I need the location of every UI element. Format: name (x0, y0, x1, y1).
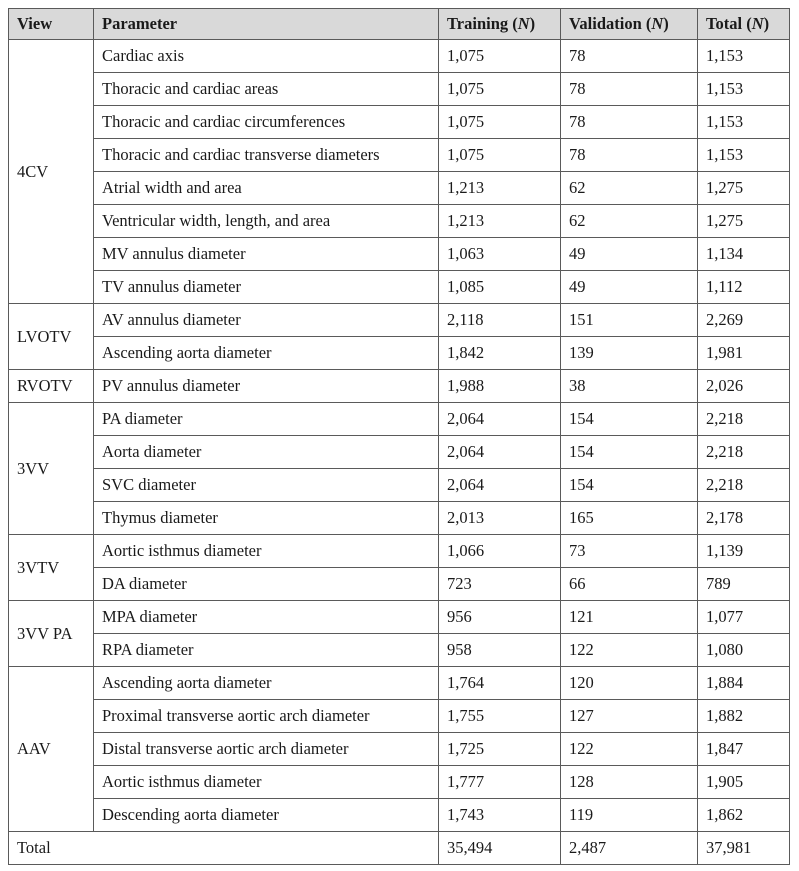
table-row (9, 73, 790, 106)
total-cell: 1,134 (698, 238, 790, 271)
training-cell: 1,063 (439, 238, 561, 271)
parameter-cell: Aorta diameter (94, 436, 439, 469)
view-cell: 3VV (9, 403, 94, 535)
training-cell: 2,118 (439, 304, 561, 337)
validation-cell: 122 (561, 634, 698, 667)
table-row (9, 337, 790, 370)
validation-cell: 49 (561, 238, 698, 271)
table-row (9, 766, 790, 799)
total-row-validation: 2,487 (561, 832, 698, 865)
parameter-cell: Thoracic and cardiac transverse diameters (94, 139, 439, 172)
total-row (9, 832, 790, 865)
total-cell: 1,153 (698, 139, 790, 172)
total-cell: 1,112 (698, 271, 790, 304)
validation-cell: 66 (561, 568, 698, 601)
validation-cell: 62 (561, 205, 698, 238)
total-cell: 1,884 (698, 667, 790, 700)
training-cell: 1,075 (439, 106, 561, 139)
parameter-cell: Ascending aorta diameter (94, 667, 439, 700)
training-cell: 1,755 (439, 700, 561, 733)
total-cell: 2,218 (698, 436, 790, 469)
parameter-cell: PV annulus diameter (94, 370, 439, 403)
training-cell: 1,988 (439, 370, 561, 403)
total-cell: 1,153 (698, 106, 790, 139)
parameter-cell: Thymus diameter (94, 502, 439, 535)
parameter-cell: Cardiac axis (94, 40, 439, 73)
validation-cell: 119 (561, 799, 698, 832)
validation-cell: 78 (561, 106, 698, 139)
validation-cell: 154 (561, 469, 698, 502)
view-cell: RVOTV (9, 370, 94, 403)
total-row-total: 37,981 (698, 832, 790, 865)
table-row (9, 799, 790, 832)
header-validation (561, 9, 698, 40)
header-validation-n: N (651, 14, 664, 33)
header-training (439, 9, 561, 40)
validation-cell: 154 (561, 436, 698, 469)
table-row (9, 403, 790, 436)
training-cell: 1,085 (439, 271, 561, 304)
header-training-close: ) (529, 14, 536, 33)
total-row-label: Total (9, 832, 439, 865)
total-cell: 1,862 (698, 799, 790, 832)
training-cell: 2,064 (439, 469, 561, 502)
table-row (9, 238, 790, 271)
header-validation-close: ) (663, 14, 669, 33)
validation-cell: 128 (561, 766, 698, 799)
header-total-n: N (751, 14, 764, 33)
total-cell: 1,275 (698, 172, 790, 205)
header-parameter (94, 9, 439, 40)
validation-cell: 120 (561, 667, 698, 700)
validation-cell: 165 (561, 502, 698, 535)
total-cell: 789 (698, 568, 790, 601)
parameter-cell: MV annulus diameter (94, 238, 439, 271)
total-cell: 1,080 (698, 634, 790, 667)
table-row (9, 40, 790, 73)
parameter-cell: Descending aorta diameter (94, 799, 439, 832)
table-row (9, 568, 790, 601)
header-validation-label: Validation ( (569, 14, 652, 33)
table-row (9, 172, 790, 205)
parameter-cell: Aortic isthmus diameter (94, 535, 439, 568)
parameter-cell: Aortic isthmus diameter (94, 766, 439, 799)
total-cell: 2,218 (698, 469, 790, 502)
total-cell: 2,269 (698, 304, 790, 337)
table-body (9, 40, 790, 865)
training-cell: 958 (439, 634, 561, 667)
view-cell: 4CV (9, 40, 94, 304)
table-row (9, 502, 790, 535)
parameter-cell: Thoracic and cardiac areas (94, 73, 439, 106)
training-cell: 1,213 (439, 205, 561, 238)
table-row (9, 700, 790, 733)
header-total-label: Total ( (706, 14, 752, 33)
training-cell: 1,764 (439, 667, 561, 700)
training-cell: 1,725 (439, 733, 561, 766)
parameter-cell: Distal transverse aortic arch diameter (94, 733, 439, 766)
training-cell: 956 (439, 601, 561, 634)
table-row (9, 205, 790, 238)
parameter-cell: Ascending aorta diameter (94, 337, 439, 370)
table-row (9, 106, 790, 139)
validation-cell: 121 (561, 601, 698, 634)
parameter-cell: Atrial width and area (94, 172, 439, 205)
training-cell: 1,842 (439, 337, 561, 370)
total-cell: 1,153 (698, 73, 790, 106)
validation-cell: 139 (561, 337, 698, 370)
validation-cell: 122 (561, 733, 698, 766)
total-cell: 2,218 (698, 403, 790, 436)
table-row (9, 271, 790, 304)
training-cell: 723 (439, 568, 561, 601)
total-cell: 1,847 (698, 733, 790, 766)
parameter-cell: Proximal transverse aortic arch diameter (94, 700, 439, 733)
parameter-cell: Thoracic and cardiac circumferences (94, 106, 439, 139)
view-cell: LVOTV (9, 304, 94, 370)
view-cell: 3VTV (9, 535, 94, 601)
total-cell: 2,026 (698, 370, 790, 403)
header-total-close: ) (763, 14, 770, 33)
parameter-cell: AV annulus diameter (94, 304, 439, 337)
header-parameter-label: Parameter (102, 14, 178, 33)
validation-cell: 154 (561, 403, 698, 436)
training-cell: 1,075 (439, 40, 561, 73)
parameter-cell: PA diameter (94, 403, 439, 436)
validation-cell: 127 (561, 700, 698, 733)
view-cell: 3VV PA (9, 601, 94, 667)
table-row (9, 370, 790, 403)
training-cell: 2,064 (439, 436, 561, 469)
table-row (9, 601, 790, 634)
training-cell: 1,213 (439, 172, 561, 205)
parameter-cell: RPA diameter (94, 634, 439, 667)
table-row (9, 469, 790, 502)
data-table (8, 8, 790, 865)
training-cell: 1,777 (439, 766, 561, 799)
training-cell: 2,064 (439, 403, 561, 436)
validation-cell: 151 (561, 304, 698, 337)
total-cell: 1,153 (698, 40, 790, 73)
training-cell: 2,013 (439, 502, 561, 535)
view-cell: AAV (9, 667, 94, 832)
validation-cell: 78 (561, 139, 698, 172)
training-cell: 1,743 (439, 799, 561, 832)
validation-cell: 78 (561, 40, 698, 73)
header-view (9, 9, 94, 40)
total-cell: 1,905 (698, 766, 790, 799)
validation-cell: 38 (561, 370, 698, 403)
total-cell: 1,981 (698, 337, 790, 370)
table-row (9, 667, 790, 700)
table-row (9, 634, 790, 667)
table-row (9, 535, 790, 568)
table-row (9, 139, 790, 172)
parameter-cell: DA diameter (94, 568, 439, 601)
parameter-cell: MPA diameter (94, 601, 439, 634)
training-cell: 1,066 (439, 535, 561, 568)
training-cell: 1,075 (439, 73, 561, 106)
header-training-n: N (517, 14, 530, 33)
validation-cell: 49 (561, 271, 698, 304)
validation-cell: 78 (561, 73, 698, 106)
parameter-cell: Ventricular width, length, and area (94, 205, 439, 238)
parameter-cell: SVC diameter (94, 469, 439, 502)
validation-cell: 62 (561, 172, 698, 205)
table-row (9, 304, 790, 337)
parameter-cell: TV annulus diameter (94, 271, 439, 304)
header-training-label: Training ( (447, 14, 518, 33)
header-view-label: View (17, 14, 53, 33)
table-row (9, 436, 790, 469)
total-cell: 2,178 (698, 502, 790, 535)
header-row (9, 9, 790, 40)
total-cell: 1,882 (698, 700, 790, 733)
validation-cell: 73 (561, 535, 698, 568)
header-total (698, 9, 790, 40)
training-cell: 1,075 (439, 139, 561, 172)
total-cell: 1,077 (698, 601, 790, 634)
total-cell: 1,139 (698, 535, 790, 568)
total-cell: 1,275 (698, 205, 790, 238)
total-row-training: 35,494 (439, 832, 561, 865)
table-row (9, 733, 790, 766)
